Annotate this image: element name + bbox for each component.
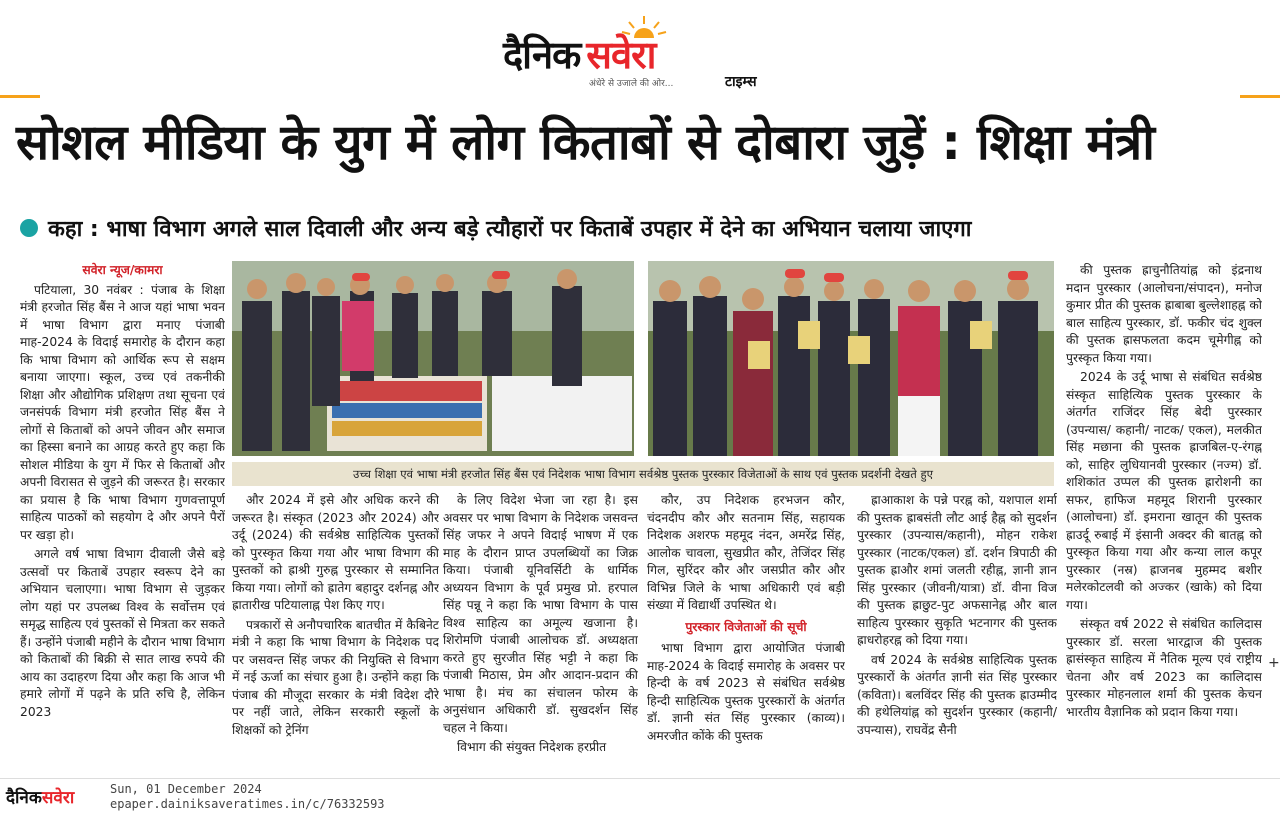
photo-illustration — [232, 261, 634, 456]
masthead — [0, 0, 1280, 100]
footer-logo[interactable]: दैनिकसवेरा — [6, 788, 75, 808]
paragraph: भाषा विभाग द्वारा आयोजित पंजाबी माह-2024 के विदाई समारोह के अवसर पर हिन्दी के वर्ष 2023 से संबंधित सर्वश्रेष्ठ हिन्दी साहित्यिक पुस्तक पुरस्कारों के अंतर्गत डॉ. ज्ञानी संत सिंह पुरस्कार (काव्य)। अमरजीत कोंके की पुस्तक — [647, 641, 845, 743]
paragraph: कौर, उप निदेशक हरभजन कौर, चंदनदीप कौर और सतनाम सिंह, सहायक निदेशक अशरफ महमूद नंदन, अमरेंद्र सिंह, आलोक चावला, सुखप्रीत कौर, तेजिंदर सिंह गिल, सुरिंदर कौर और जसप्रीत कौर और विभिन्न जिले के भाषा अधिकारी एवं बड़ी संख्या में विद्यार्थी उपस्थित थे। — [647, 493, 845, 612]
paragraph: ह्राआकाश के पन्ने परह्न को, यशपाल शर्मा की पुस्तक ह्राबसंती लौट आई हैह्न को सुदर्शन पुरस्कार (उपन्यास/कहानी), मोहन राकेश पुरस्कार (नाटक/एकल) डॉ. दर्शन त्रिपाठी की पुस्तक ह्राऔर शमां जलती रहीह्न, ज्ञानी ज्ञान सिंह पुरस्कार (जीवनी/यात्रा) डॉ. वीना विज की पुस्तक ह्राछुट-पुट अफसानेह्न और बाल साहित्य पुरस्कार सुकृति भटनागर की पुस्तक ह्राधरोहरह्न को दिया गया। — [857, 493, 1057, 647]
photo-illustration — [648, 261, 1054, 456]
subheadline — [20, 213, 1270, 243]
plus-icon[interactable]: + — [1268, 655, 1280, 671]
section-heading: पुरस्कार विजेताओं की सूची — [685, 619, 807, 634]
article-column-5 — [857, 492, 1057, 777]
bullet-icon — [20, 219, 38, 237]
article-column-6 — [1066, 262, 1262, 777]
paragraph: 2024 के उर्दू भाषा से संबंधित सर्वश्रेष्ठ संस्कृत साहित्यिक पुस्तक पुरस्कार के अंतर्गत राजिंदर सिंह बेदी पुरस्कार (उपन्यास/ कहानी/ नाटक/ एकल), मलकीत सिंह मछाना की पुस्तक ह्राजबिल-ए-रंगह्न को, साहिर लुधियानवी पुरस्कार (नज्म) डॉ. शशिकांत उप्पल की पुस्तक ह्रारोशनी का सफर, हाफिज महमूद शिरानी पुरस्कार (आलोचना) डॉ. इमराना खातून की पुस्तक ह्राउर्दू रुबाई में इंसानी अक्दर की बातह्न को पुरस्कृत किया गया और कन्या लाल कपूर पुरस्कार (नस्र) ह्राजनब मुहम्मद बशीर मलेरकोटलवी को अज्कर (खाके) को दिया गया। — [1066, 370, 1262, 612]
event-photo-1 — [232, 261, 634, 456]
paragraph: अगले वर्ष भाषा विभाग दीवाली जैसे बड़े उत्सवों पर किताबें उपहार स्वरूप देने का अभियान चलाएगा। भाषा विभाग से जुड़कर लोग यहां पर उपलब्ध विश्व के सर्वोत्तम एवं समृद्ध साहित्य एवं पुस्तकों से मित्रता कर सकते हैं। उन्होंने पंजाबी महीने के दौरान भाषा विभाग को किताबों की बिक्री से सात लाख रुपये की आय का उदाहरण दिया और कहा कि आज भी हमारे लोगों में पढ़ने के प्रति रुचि है, लेकिन 2023 — [20, 547, 225, 719]
event-photo-2 — [648, 261, 1054, 456]
edition-date: Sun, 01 December 2024 — [110, 782, 262, 796]
paragraph: विभाग की संयुक्त निदेशक हरप्रीत — [457, 740, 607, 754]
article-column-3 — [443, 492, 638, 777]
paragraph: संस्कृत वर्ष 2022 से संबंधित कालिदास पुरस्कार डॉ. सरला भारद्वाज की पुस्तक ह्रासंस्कृत साहित्य में नैतिक मूल्य एवं राष्ट्रीय चेतना और वर्ष 2023 का कालिदास पुरस्कार मोहनलाल शर्मा की पुस्तक केचन भारतीय वैज्ञानिक को प्रदान किया गया। — [1066, 617, 1262, 719]
paragraph: के लिए विदेश भेजा जा रहा है। इस अवसर पर भाषा विभाग के निदेशक जसवन्त सिंह जफर ने अपने विदाई भाषण में एक माह के दौरान प्राप्त उपलब्धियों का जिक्र किया। पंजाबी यूनिवर्सिटी के धार्मिक अध्ययन विभाग के पूर्व प्रमुख प्रो. हरपाल सिंह पन्नू ने कहा कि भाषा विभाग के पास विश्व साहित्य का अमूल्य खजाना है। शिरोमणि पंजाबी आलोचक डॉ. अध्यक्षता करते हुए सुरजीत सिंह भट्टी ने कहा कि पंजाबी मिठास, प्रेम और आदान-प्रदान की भाषा है। मंच का संचालन फोरम के अनुसंधान अधिकारी डॉ. सुखदर्शन सिंह चहल ने किया। — [443, 493, 638, 735]
footer — [0, 778, 1280, 816]
paragraph: की पुस्तक ह्राचुनौतियांह्न को इंद्रनाथ मदान पुरस्कार (आलोचना/संपादन), मनोज कुमार प्रीत की पुस्तक ह्राबाबा बुल्लेशाहह्न को बाल साहित्य पुरस्कार, डॉ. फकीर चंद शुक्ल की पुस्तक ह्रासफलता कदम चूमेगीह्न को पुरस्कृत किया गया। — [1066, 263, 1262, 365]
logo-tagline: अंधेरे से उजाले की ओर... — [589, 79, 674, 89]
newspaper-logo[interactable] — [503, 14, 783, 90]
article-column-1 — [20, 262, 225, 777]
article-column-2 — [232, 492, 439, 777]
logo-text: दैनिक सवेरा — [503, 33, 656, 77]
byline: सवेरा न्यूज/कामरा — [82, 263, 163, 277]
divider — [0, 95, 40, 98]
divider — [1240, 95, 1280, 98]
paragraph: और 2024 में इसे और अधिक करने की जरूरत है। संस्कृत (2023 और 2024) और उर्दू (2024) की सर्वश्रेष्ठ साहित्यिक पुस्तकों को पुरस्कृत किया गया और भाषा विभाग की पुस्तकों को ह्राश्री गुरुह्न पुरस्कार से सम्मानित किया गया। लोगों को ह्रातेग बहादुर दर्शनह्न और ह्रातारीख पटियालाह्न पेश किए गए। — [232, 493, 439, 612]
article-column-4 — [647, 492, 845, 777]
paragraph: वर्ष 2024 के सर्वश्रेष्ठ साहित्यिक पुस्तक पुरस्कारों के अंतर्गत ज्ञानी संत सिंह पुरस्कार (कविता)। बलविंदर सिंह की पुस्तक ह्राउम्मीद की हथेलियांह्न को सुदर्शन पुरस्कार (कहानी/उपन्यास), राघवेंद्र सैनी — [857, 652, 1057, 737]
epaper-url[interactable]: epaper.dainiksaveratimes.in/c/76332593 — [110, 797, 385, 811]
headline: सोशल मीडिया के युग में लोग किताबों से दोबारा जुड़ें : शिक्षा मंत्री — [16, 114, 1155, 171]
paragraph: पत्रकारों से अनौपचारिक बातचीत में कैबिनेट मंत्री ने कहा कि भाषा विभाग के निदेशक पद पर जसवन्त सिंह जफर की नियुक्ति से विभाग में नई ऊर्जा का संचार हुआ है। उन्होंने कहा कि पंजाब की मौजूदा सरकार के मंत्री विदेश दौरे पर नहीं जाते, लेकिन सरकारी स्कूलों के शिक्षकों को ट्रेनिंग — [232, 617, 439, 737]
paragraph: पटियाला, 30 नवंबर : पंजाब के शिक्षा मंत्री हरजोत सिंह बैंस ने आज यहां भाषा भवन में भाषा विभाग द्वारा मनाए पंजाबी माह-2024 के विदाई समारोह के दौरान कहा कि भाषा विभाग को आर्थिक रूप से सक्षम बनाया जाएगा। स्कूल, उच्च एवं तकनीकी शिक्षा और औद्योगिक प्रशिक्षण तथा सूचना एवं जनसंपर्क विभाग मंत्री हरजोत सिंह बैंस ने लोगों से किताबों को अपने जीवन और समाज का हिस्सा बनाने का आग्रह करते हुए कहा कि सोशल मीडिया के युग में फिर से किताबों और अपनी विरासत से जुड़ने की जरूरत है। सरकार का प्रयास है कि भाषा विभाग गुणवत्तापूर्ण साहित्य पाठकों को सहयोग दे और अपने पैरों पर खड़ा हो। — [20, 282, 225, 542]
photo-caption: उच्च शिक्षा एवं भाषा मंत्री हरजोत सिंह बैंस एवं निदेशक भाषा विभाग सर्वश्रेष्ठ पुस्तक पुरस्कार विजेताओं के साथ एवं पुस्तक प्रदर्शनी देखते हुए — [232, 462, 1054, 486]
logo-times: टाइम्स — [725, 74, 757, 90]
subheadline-text: कहा : भाषा विभाग अगले साल दिवाली और अन्य बड़े त्यौहारों पर किताबें उपहार में देने का अभियान चलाया जाएगा — [48, 217, 972, 242]
